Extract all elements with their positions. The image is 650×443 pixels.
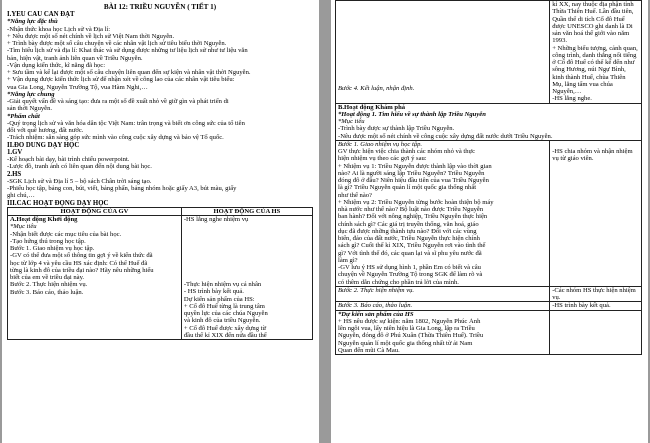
objectives-block — [7, 18, 313, 141]
activity-line: *Hoạt động 1. Tìm hiểu về sự thành lập Triều Nguyễn — [338, 110, 486, 118]
student-line: -Các nhóm HS thực hiện nhiệm — [552, 286, 636, 294]
table-row — [336, 286, 642, 302]
text-line: ghi chú,… — [7, 192, 35, 200]
text-line: -Lược đồ, tranh ảnh có liên quan đến nội dung bài học. — [7, 163, 152, 171]
student-line: kỉ XX, nay thuộc địa phận tỉnh — [552, 1, 634, 8]
teacher-line: chính sách gì? Các giá trị truyền thống, văn hoá, giáo — [338, 220, 479, 228]
student-line: vụ từ giáo viên. — [552, 155, 594, 163]
document-page-right — [331, 0, 648, 443]
teacher-line: sách gì? Cuối thế kỉ XIX, Triều Nguyễn rơi vào tình thế — [338, 242, 486, 250]
teacher-line: biển, đảo của đất nước, Triều Nguyễn thực hiện chính — [338, 235, 480, 242]
table-row — [8, 216, 313, 340]
expected-line: lên ngôi vua, lấy niên hiệu là Gia Long, lập ra Triều — [338, 325, 475, 332]
activity-line: -Trình bày được sự thành lập Triều Nguyễn. — [338, 125, 455, 133]
teacher-line: A.Hoạt động Khởi động — [10, 216, 78, 223]
teacher-line: -Tạo hứng thú trong học tập. — [10, 237, 86, 245]
step-label: Bước 2. Thực hiện nhiệm vụ. — [338, 286, 415, 294]
document-page-left — [2, 0, 319, 443]
text-line: + Vận dụng được kiến thức lịch sử để nhận xét về công lao của các nhân vật tiêu biểu: — [7, 76, 235, 84]
student-line: công trình, danh thắng nổi tiếng — [552, 51, 637, 59]
header-student: HOẠT ĐỘNG CỦA HS — [181, 207, 312, 215]
teacher-line: -GV lưu ý HS sử dụng hình 1, phần Em có biết và câu — [338, 264, 481, 271]
teacher-line: đóng đô ở đâu? Niên hiệu đầu tiên của vua Triều Nguyễn — [338, 177, 489, 184]
step-label: Bước 1. Giao nhiệm vụ học tập. — [338, 140, 423, 148]
teacher-line: hiện nhiệm vụ theo các gợi ý sau: — [338, 155, 427, 163]
teacher-cell — [336, 140, 550, 286]
step-label: Bước 3. Báo cáo, thảo luận. — [338, 302, 413, 310]
teacher-line: chuyện về Nguyễn Trường Tộ trong SGK để làm rõ và — [338, 271, 483, 279]
teacher-line: có thêm dẫn chứng cho phần trả lời của mình. — [338, 278, 459, 286]
text-line: + Sưu tầm và kể lại được một số câu chuyện liên quan đến sự kiện và nhân vật thời Nguyễn. — [7, 69, 251, 76]
expected-line: Nguyễn, đóng đô ở Phú Xuân (Thừa Thiên Huế). Triều — [338, 332, 484, 340]
table-row — [336, 310, 642, 355]
table-row — [336, 1, 642, 104]
student-line: -HS lắng nghe. — [552, 95, 592, 103]
text-line: -Vận dụng kiến thức, kĩ năng đã học: — [7, 61, 106, 69]
student-cell — [550, 286, 642, 302]
teacher-cell — [8, 216, 182, 340]
teacher-line: + Nhiệm vụ 2: Triều Nguyễn từng bước hoàn thiện bộ máy — [338, 198, 494, 206]
teacher-line: dục đã được những thành tựu nào? Đối với các vùng — [338, 227, 477, 235]
student-line: + Những biểu tượng, cảnh quan, — [552, 44, 638, 52]
teacher-cell — [336, 310, 550, 355]
student-cell — [550, 1, 642, 104]
text-line: -Kế hoạch bài dạy, bài trình chiếu powerpoint. — [7, 156, 130, 163]
text-line: -Quý trọng lịch sử và văn hóa dân tộc Việt Nam: trân trọng và biết ơn công sức của tổ tiên — [7, 119, 245, 127]
student-line: -HS chia nhóm và nhận nhiệm — [552, 148, 633, 155]
teacher-line: Bước 3. Báo cáo, thảo luận. — [10, 288, 84, 296]
student-line: ở Cố đô Huế có thể kể đến như — [552, 59, 635, 66]
text-line: + Nêu được một số nét chính về lịch sử Việt Nam thời Nguyễn. — [7, 32, 175, 40]
teacher-line: Bước 2. Thực hiện nhiệm vụ. — [10, 281, 88, 289]
teacher-materials-block — [7, 156, 313, 171]
text-line: sản thời Nguyễn. — [7, 105, 53, 113]
student-line: đầu thế kỉ XIX đến nửa đầu thế — [183, 331, 267, 339]
text-line: *Năng lực chung — [7, 90, 55, 98]
student-materials-block — [7, 178, 313, 200]
text-line: *Phẩm chất — [7, 112, 40, 120]
teacher-line: -Nhận biết được các mục tiêu của bài học. — [10, 230, 122, 238]
conclusion-step: Bước 4. Kết luận, nhận định. — [338, 85, 415, 93]
student-line: kinh thành Huế, chùa Thiên — [552, 73, 626, 81]
teacher-line: Bước 1. Giao nhiệm vụ học tập. — [10, 245, 95, 252]
teacher-cell — [336, 1, 550, 104]
student-line: -HS trình bày kết quả. — [552, 302, 611, 310]
teacher-line: từng là kinh đô của triều đại nào? Hãy nêu những hiểu — [10, 266, 154, 274]
text-line: -Trách nhiệm: sẵn sàng góp sức mình vào công cuộc xây dựng và bảo vệ Tổ quốc. — [7, 134, 224, 142]
text-line: -Nhận thức khoa học Lịch sử và Địa lí: — [7, 25, 111, 33]
teacher-line: *Mục tiêu — [10, 223, 37, 231]
teacher-line: làm gì? — [338, 256, 358, 264]
expected-line: Quan đến mũi Cà Mau. — [338, 346, 400, 354]
expected-line: *Dự kiến sản phẩm của HS — [338, 310, 414, 318]
text-line: vua Gia Long, Nguyễn Trường Tộ, vua Hàm Nghi,… — [7, 83, 148, 91]
expected-line: Nguyễn quản lí một quốc gia thống nhất từ ải Nam — [338, 339, 473, 347]
activity-line: *Mục tiêu — [338, 118, 365, 125]
student-line: -Thực hiện nhiệm vụ cá nhân — [183, 281, 262, 288]
text-line: -Tìm hiểu lịch sử và địa lí: Khai thác và sử dụng được những tư liệu lịch sử như tư liệu văn — [7, 47, 248, 55]
activity-b-cell — [336, 103, 642, 140]
student-line: -HS lắng nghe nhiệm vụ — [183, 216, 249, 223]
student-line: sông Hương, núi Ngự Bình, — [552, 66, 626, 74]
text-line: -Giải quyết vấn đề và sáng tạo: đưa ra một số đề xuất nhỏ về giữ gìn và phát triển di — [7, 98, 229, 105]
student-line: Thừa Thiên Huế. Lần đầu tiên, — [552, 8, 634, 16]
student-cell — [550, 140, 642, 286]
subheading-student: 2.HS — [7, 170, 22, 178]
student-cell — [550, 302, 642, 310]
section-heading-activities: III.CÁC HOẠT ĐỘNG DẠY HỌC — [7, 199, 109, 207]
activities-table — [7, 207, 313, 340]
section-heading-materials: II.ĐỒ DÙNG DẠY HỌC — [7, 141, 80, 149]
subheading-teacher: 1.GV — [7, 148, 23, 156]
teacher-line: biết của em về triều đại này. — [10, 274, 85, 281]
student-line: Mụ, lăng tẩm vua chúa — [552, 80, 613, 88]
activity-line: B.Hoạt động Khám phá — [338, 103, 406, 111]
student-line: 1993. — [552, 37, 568, 45]
teacher-line: GV thực hiện việc chia thành các nhóm nhỏ và thực — [338, 148, 476, 155]
teacher-line: gì? Với tình thế đó, các quan lại và sĩ phu yêu nước đã — [338, 249, 482, 257]
teacher-cell — [336, 286, 550, 302]
student-line: + Cố đô Huế từng là trung tâm — [183, 302, 265, 310]
text-line: đối với quê hương, đất nước. — [7, 127, 84, 134]
student-cell — [181, 216, 312, 340]
text-line: -SGK Lịch sử và Địa lí 5 – bộ sách Chân trời sáng tạo. — [7, 177, 152, 185]
expected-line: + HS nêu được sự kiện: năm 1802, Nguyễn Phúc Ánh — [338, 317, 481, 325]
teacher-line: -GV có thể đưa một số thông tin gợi ý về kiến thức đã — [10, 252, 153, 260]
activities-table-continued — [335, 0, 642, 355]
student-line: và kinh đô của triều Nguyễn. — [183, 317, 261, 325]
teacher-line: như thế nào? — [338, 191, 372, 199]
text-line: -Phiếu học tập, bảng con, bút, viết, bảng phấn, bảng nhóm hoặc giấy A3, bút màu, giấy — [7, 185, 237, 192]
student-line: quyền lực của các chúa Nguyễn — [183, 310, 268, 317]
teacher-line: học từ lớp 4 và yêu cầu HS xác định: Có thể Huế đã — [10, 259, 148, 267]
student-line: + Cố đô Huế được xây dựng từ — [183, 324, 267, 332]
student-line: vụ. — [552, 294, 561, 301]
student-cell — [550, 310, 642, 355]
text-line: bản, hiện vật, tranh ảnh liên quan về Triều Nguyễn. — [7, 54, 143, 62]
student-line: Dự kiến sản phẩm của HS: — [183, 295, 255, 303]
table-row — [336, 302, 642, 310]
student-line: được UNESCO ghi danh là Di — [552, 22, 633, 30]
section-heading-objectives: I.YÊU CẦU CẦN ĐẠT — [7, 11, 75, 18]
teacher-line: nào? Ai là người sáng lập Triều Nguyễn? Triều Nguyễn — [338, 169, 485, 177]
teacher-line: là gì? Triều Nguyễn quản lí một quốc gia thống nhất — [338, 184, 477, 192]
teacher-line: ban hành? Đối với nông nghiệp, Triều Nguyễn thực hiện — [338, 213, 488, 221]
teacher-line: + Nhiệm vụ 1: Triều Nguyễn được thành lập vào thời gian — [338, 162, 492, 170]
text-line: *Năng lực đặc thù — [7, 18, 58, 26]
student-line: sản văn hoá thế giới vào năm — [552, 30, 630, 37]
student-line: Nguyễn,… — [552, 88, 582, 95]
teacher-line: nhà nước như thế nào? Bộ luật nào được Triều Nguyễn — [338, 206, 484, 213]
teacher-cell — [336, 302, 550, 310]
table-header-row — [8, 207, 313, 215]
student-line: - HS trình bày kết quả. — [183, 288, 244, 296]
text-line: + Trình bày được một số câu chuyện về các nhân vật lịch sử tiêu biểu thời Nguyễn. — [7, 40, 227, 47]
table-row — [336, 140, 642, 286]
header-teacher: HOẠT ĐỘNG CỦA GV — [8, 207, 182, 215]
lesson-title: BÀI 12: TRIỀU NGUYỄN ( TIẾT 1) — [103, 3, 217, 11]
activity-line: -Nêu được một số nét chính về công cuộc xây dựng đất nước dưới Triều Nguyễn. — [338, 132, 553, 140]
table-row — [336, 103, 642, 140]
student-line: Quần thể di tích Cố đô Huế — [552, 15, 625, 23]
